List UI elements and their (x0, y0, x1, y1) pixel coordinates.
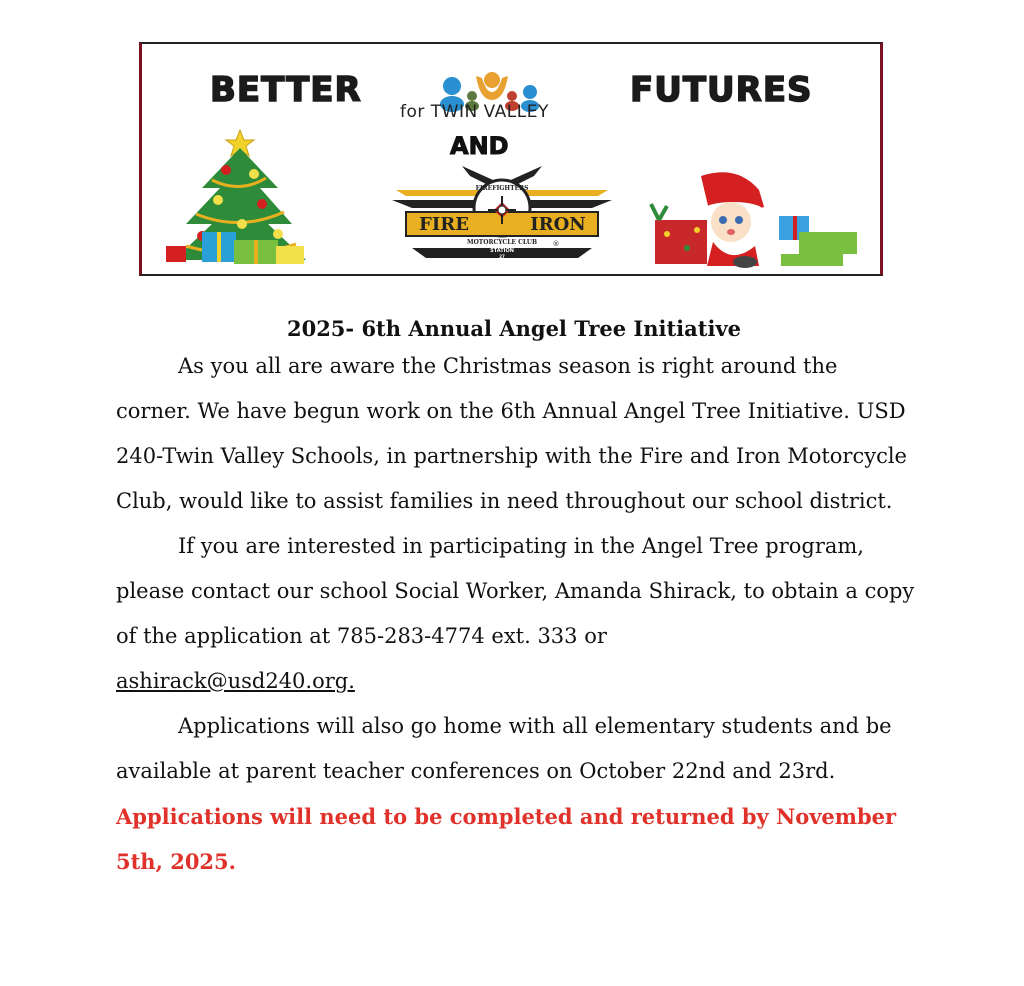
letter-title: 2025- 6th Annual Angel Tree Initiative (286, 316, 742, 341)
header-banner (139, 42, 883, 276)
paragraph-intro-text: As you all are aware the Christmas season is right around the corner. We have begun work on the 6th Annual Angel Tree Initiative. USD 240-Twin Valley Schools, in partnership with the Fire and Iron Motorcycle Club, would like to assist families in need throughout our school district. (116, 354, 907, 513)
logo-station-label: STATION (490, 248, 514, 254)
paragraph-availability (116, 704, 916, 794)
paragraph-intro (116, 344, 916, 524)
deadline-notice: Applications will need to be completed and returned by November 5th, 2025. (116, 804, 897, 874)
logo-iron-word: IRON (530, 214, 586, 235)
christmas-tree-icon (162, 128, 312, 268)
logo-fire-word: FIRE (419, 214, 469, 235)
santa-baby-with-gifts-icon (647, 170, 867, 270)
fire-and-iron-logo (392, 162, 612, 262)
email-link[interactable]: ashirack@usd240.org. (116, 669, 355, 693)
logo-station-number: 27 (499, 254, 505, 259)
logo-arc-bottom: MOTORCYCLE CLUB (466, 239, 538, 246)
twin-valley-subtitle: for TWIN VALLEY (400, 102, 549, 122)
and-text: AND (450, 132, 509, 160)
letter-body (116, 314, 916, 884)
paragraph-availability-text: Applications will also go home with all elementary students and be available at parent teacher conferences on October 22nd and 23rd. (116, 714, 892, 783)
logo-arc-top: FIREFIGHTERS (475, 185, 529, 192)
paragraph-contact-text: If you are interested in participating in the Angel Tree program, please contact our school Social Worker, Amanda Shirack, to obtain a copy of the application at 785-283-4774 ext. 333 or (116, 534, 915, 648)
paragraph-contact (116, 524, 916, 704)
futures-word: FUTURES (630, 70, 813, 110)
registered-mark: ® (552, 240, 560, 248)
better-word: BETTER (210, 70, 362, 110)
